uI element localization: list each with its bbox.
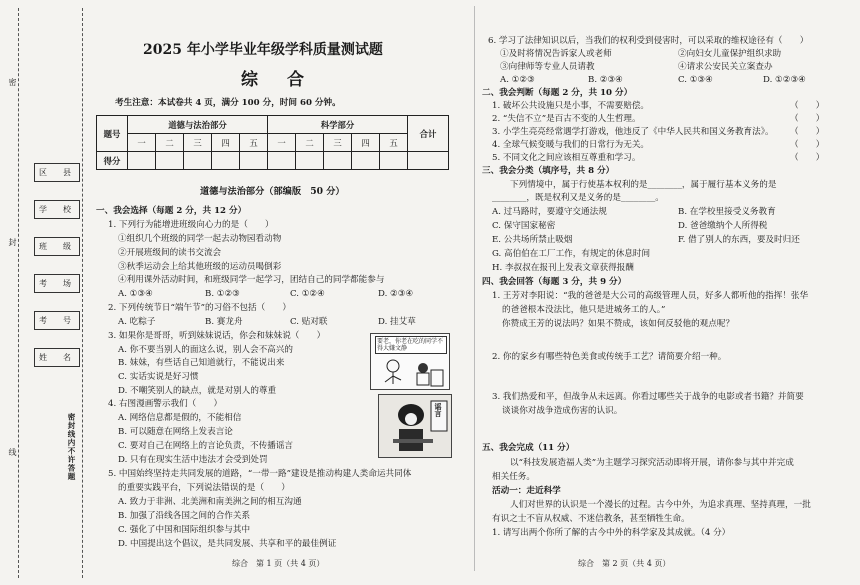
score-cell[interactable] [212, 152, 240, 170]
q3-choice-b[interactable]: B. 妹妹，有些话自己知道就行，不能说出来 [118, 358, 285, 368]
seal-label-2: 封 [8, 238, 17, 248]
answer-area-5-1[interactable] [492, 542, 842, 554]
q3-choice-d[interactable]: D. 不嘲笑别人的缺点，就是对别人的尊重 [118, 386, 277, 396]
score-col: 二 [156, 134, 184, 152]
judge-item: 1. 破坏公共设施只是小事，不需要赔偿。 [492, 101, 650, 111]
activity-1-text-1: 人们对世界的认识是一个漫长的过程。古今中外，为追求真理、坚持真理，一批 [510, 500, 811, 510]
q1-choice-a[interactable]: A. ①③④ [118, 289, 153, 299]
score-cell[interactable] [380, 152, 408, 170]
cartoon-q3 [370, 333, 450, 390]
seal-notice: 密封线内不许答题 [67, 413, 76, 481]
seal-line-inner [82, 8, 83, 578]
judge-answer-2[interactable]: （ ） [790, 114, 825, 124]
activity-1-text-2: 有识之士不盲从权威、不迷信教条，甚至牺牲生命。 [492, 514, 690, 524]
score-cell[interactable] [408, 152, 449, 170]
score-col: 一 [268, 134, 296, 152]
score-col: 五 [240, 134, 268, 152]
score-col: 四 [352, 134, 380, 152]
q1-option: ③秋季运动会上给其他班级的运动员喝倒彩 [118, 262, 282, 272]
answer-area-4-2[interactable] [492, 366, 842, 388]
score-col: 一 [128, 134, 156, 152]
section-5-intro-2: 相关任务。 [492, 472, 535, 482]
section-3-prompt-1: 下列情境中，属于行使基本权利的是________，属于履行基本义务的是 [510, 180, 777, 190]
question-5-line-2: 的重要实践平台，下列说法错误的是（ ） [118, 483, 290, 493]
score-cell[interactable] [324, 152, 352, 170]
question-6: 6. 学习了法律知识以后，当我们的权利受到侵害时，可以采取的维权途径有（ ） [488, 36, 809, 46]
q1-option: ①组织几个班级的同学一起去动物园看动物 [118, 234, 282, 244]
score-col: 二 [296, 134, 324, 152]
cartoon-q4-label: 谣言 [434, 403, 443, 417]
section-3-prompt-2: ________，既是权利又是义务的是________。 [492, 193, 664, 203]
judge-answer-5[interactable]: （ ） [790, 153, 825, 163]
answer-area-4-1[interactable] [492, 332, 842, 348]
question-2: 2. 下列传统节日“端午节”的习俗不包括（ ） [108, 303, 291, 313]
answer-area-4-3[interactable] [492, 420, 842, 440]
seal-label-1: 密 [8, 78, 17, 88]
section-5-intro-1: 以“科技发展造福人类”为主题学习探究活动即将开展，请你参与其中并完成 [510, 458, 794, 468]
activity-1-question: 1. 请写出两个你所了解的古今中外的科学家及其成就。（4 分） [492, 528, 731, 538]
seal-line [18, 8, 19, 578]
score-table-header-qnum: 题号 [97, 116, 128, 152]
q6-option: ①及时将情况告诉家人或老师 [500, 49, 612, 59]
classify-option: B. 在学校里接受义务教育 [678, 207, 776, 217]
page-2-footer: 综合 第 2 页（共 4 页） [578, 559, 671, 568]
q4-choice-a[interactable]: A. 网络信息都是假的，不能相信 [118, 413, 242, 423]
q6-choice-b[interactable]: B. ②③④ [588, 75, 623, 85]
score-row-label: 得分 [97, 152, 128, 170]
score-cell[interactable] [184, 152, 212, 170]
q1-option: ④利用课外活动时间，和班级同学一起学习，团结自己的同学都能参与 [118, 275, 385, 285]
q5-choice-a[interactable]: A. 致力于非洲、北美洲和南美洲之间的相互沟通 [118, 497, 302, 507]
q4-1-line-2: 的爸爸根本没法比，他只是进城务工的人。” [502, 305, 666, 315]
section-2-title: 二、我会判断（每题 2 分，共 10 分） [482, 88, 633, 98]
q6-choice-c[interactable]: C. ①③④ [678, 75, 713, 85]
score-table-header-moral: 道德与法治部分 [128, 116, 268, 134]
q4-3-line-2: 谈谈你对战争造成伤害的认识。 [502, 406, 623, 416]
q1-choice-d[interactable]: D. ②③④ [378, 289, 414, 299]
field-exam-number[interactable]: 考 号 [34, 311, 80, 330]
q5-choice-d[interactable]: D. 中国提出这个倡议，是共同发展、共享和平的最佳例证 [118, 539, 337, 549]
q1-choice-b[interactable]: B. ①②③ [205, 289, 240, 299]
q4-2: 2. 你的家乡有哪些特色美食或传统手工艺？请简要介绍一种。 [492, 352, 727, 362]
section-3-title: 三、我会分类（填序号，共 8 分） [482, 166, 615, 176]
exam-notice: 考生注意：本试卷共 4 页，满分 100 分，时间 60 分钟。 [115, 98, 341, 108]
part-title: 道德与法治部分（部编版 50 分） [200, 186, 345, 197]
q5-choice-c[interactable]: C. 强化了中国和国际组织参与其中 [118, 525, 251, 535]
section-1-title: 一、我会选择（每题 2 分，共 12 分） [96, 206, 247, 216]
cartoon-q4 [378, 394, 452, 458]
score-cell[interactable] [268, 152, 296, 170]
q6-option: ③向律师等专业人员请教 [500, 62, 595, 72]
cartoon-q3-drawing [371, 334, 449, 389]
page-divider [474, 6, 475, 571]
q3-choice-c[interactable]: C. 实话实说是好习惯 [118, 372, 199, 382]
classify-option: H. 李叔叔在报刊上发表文章获得报酬 [492, 263, 634, 273]
judge-item: 4. 全球气候变暖与我们的日常行为无关。 [492, 140, 650, 150]
q2-choice-c[interactable]: C. 贴对联 [290, 317, 328, 327]
cartoon-q3-speech: 要老，你老在吃的同学不得大嫌文静 [375, 336, 447, 354]
q5-choice-b[interactable]: B. 加强了沿线各国之间的合作关系 [118, 511, 251, 521]
q6-choice-d[interactable]: D. ①②③④ [763, 75, 806, 85]
field-exam-room[interactable]: 考 场 [34, 274, 80, 293]
judge-answer-3[interactable]: （ ） [790, 127, 825, 137]
classify-option: D. 爸爸缴纳个人所得税 [678, 221, 768, 231]
question-4: 4. 右图漫画警示我们（ ） [108, 399, 223, 409]
judge-item: 5. 不同文化之间应该相互尊重和学习。 [492, 153, 641, 163]
exam-title: 2025 年小学毕业年级学科质量测试题 [143, 42, 383, 58]
section-5-title: 五、我会完成（11 分） [482, 443, 575, 453]
judge-answer-1[interactable]: （ ） [790, 101, 825, 111]
q6-option: ②向妇女儿童保护组织求助 [678, 49, 782, 59]
binding-strip [6, 8, 84, 578]
page-1-footer: 综合 第 1 页（共 4 页） [232, 559, 325, 568]
section-4-title: 四、我会回答（每题 3 分，共 9 分） [482, 277, 627, 287]
judge-answer-4[interactable]: （ ） [790, 140, 825, 150]
question-3: 3. 如果你是哥哥，听到妹妹说话，你会和妹妹说（ ） [108, 331, 326, 341]
classify-option: E. 公共场所禁止吸烟 [492, 235, 573, 245]
q2-choice-b[interactable]: B. 赛龙舟 [205, 317, 243, 327]
field-class[interactable]: 班 级 [34, 237, 80, 256]
seal-label-3: 线 [8, 448, 17, 458]
score-table-header-science: 科学部分 [268, 116, 408, 134]
q2-choice-a[interactable]: A. 吃粽子 [118, 317, 156, 327]
q4-choice-d[interactable]: D. 只有在现实生活中违法才会受到处罚 [118, 455, 268, 465]
q1-option: ②开展班级间的读书交流会 [118, 248, 222, 258]
score-cell[interactable] [352, 152, 380, 170]
question-1: 1. 下列行为能增进班级向心力的是（ ） [108, 220, 274, 230]
judge-item: 3. 小学生亮亮经常遇学打游戏，他违反了《中华人民共和国义务教育法》。 [492, 127, 774, 137]
activity-1-title: 活动一：走近科学 [492, 486, 561, 496]
score-col: 三 [184, 134, 212, 152]
field-school[interactable]: 学 校 [34, 200, 80, 219]
classify-option: A. 过马路时，要遵守交通法规 [492, 207, 607, 217]
score-col: 三 [324, 134, 352, 152]
q6-option: ④请求公安民关立案查办 [678, 62, 773, 72]
q3-choice-a[interactable]: A. 你不要当别人的面这么说，别人会不高兴的 [118, 345, 293, 355]
classify-option: C. 保守国家秘密 [492, 221, 556, 231]
score-col: 五 [380, 134, 408, 152]
q4-choice-b[interactable]: B. 可以随意在网络上发表言论 [118, 427, 233, 437]
field-district[interactable]: 区 县 [34, 163, 80, 182]
score-cell[interactable] [240, 152, 268, 170]
q4-1-line-1: 1. 王芳对李阳说：“我的爸爸是大公司的高级管理人员，好多人都听他的指挥！张华 [492, 291, 809, 301]
q4-choice-c[interactable]: C. 要对自己在网络上的言论负责，不传播谣言 [118, 441, 294, 451]
q4-1-line-3: 你赞成王芳的说法吗？如果不赞成，该如何反驳他的观点呢？ [502, 319, 735, 329]
q4-3-line-1: 3. 我们热爱和平，但战争从未远离。你看过哪些关于战争的电影或者书籍？并简要 [492, 392, 804, 402]
score-table-header-total: 合计 [408, 116, 449, 152]
q2-choice-d[interactable]: D. 挂艾草 [378, 317, 416, 327]
score-cell[interactable] [156, 152, 184, 170]
exam-subject: 综 合 [241, 70, 310, 90]
classify-option: F. 借了别人的东西，要及时归还 [678, 235, 800, 245]
score-table [96, 115, 449, 170]
q6-choice-a[interactable]: A. ①②③ [500, 75, 535, 85]
classify-option: G. 高伯伯在工厂工作，有规定的休息时间 [492, 249, 651, 259]
score-cell[interactable] [128, 152, 156, 170]
question-5-line-1: 5. 中国始终坚持走共同发展的道路，“一带一路”建设是推动构建人类命运共同体 [108, 469, 412, 479]
score-col: 四 [212, 134, 240, 152]
q1-choice-c[interactable]: C. ①②④ [290, 289, 325, 299]
score-cell[interactable] [296, 152, 324, 170]
field-name[interactable]: 姓 名 [34, 348, 80, 367]
judge-item: 2. “失信不立”是百古不变的人生哲理。 [492, 114, 641, 124]
